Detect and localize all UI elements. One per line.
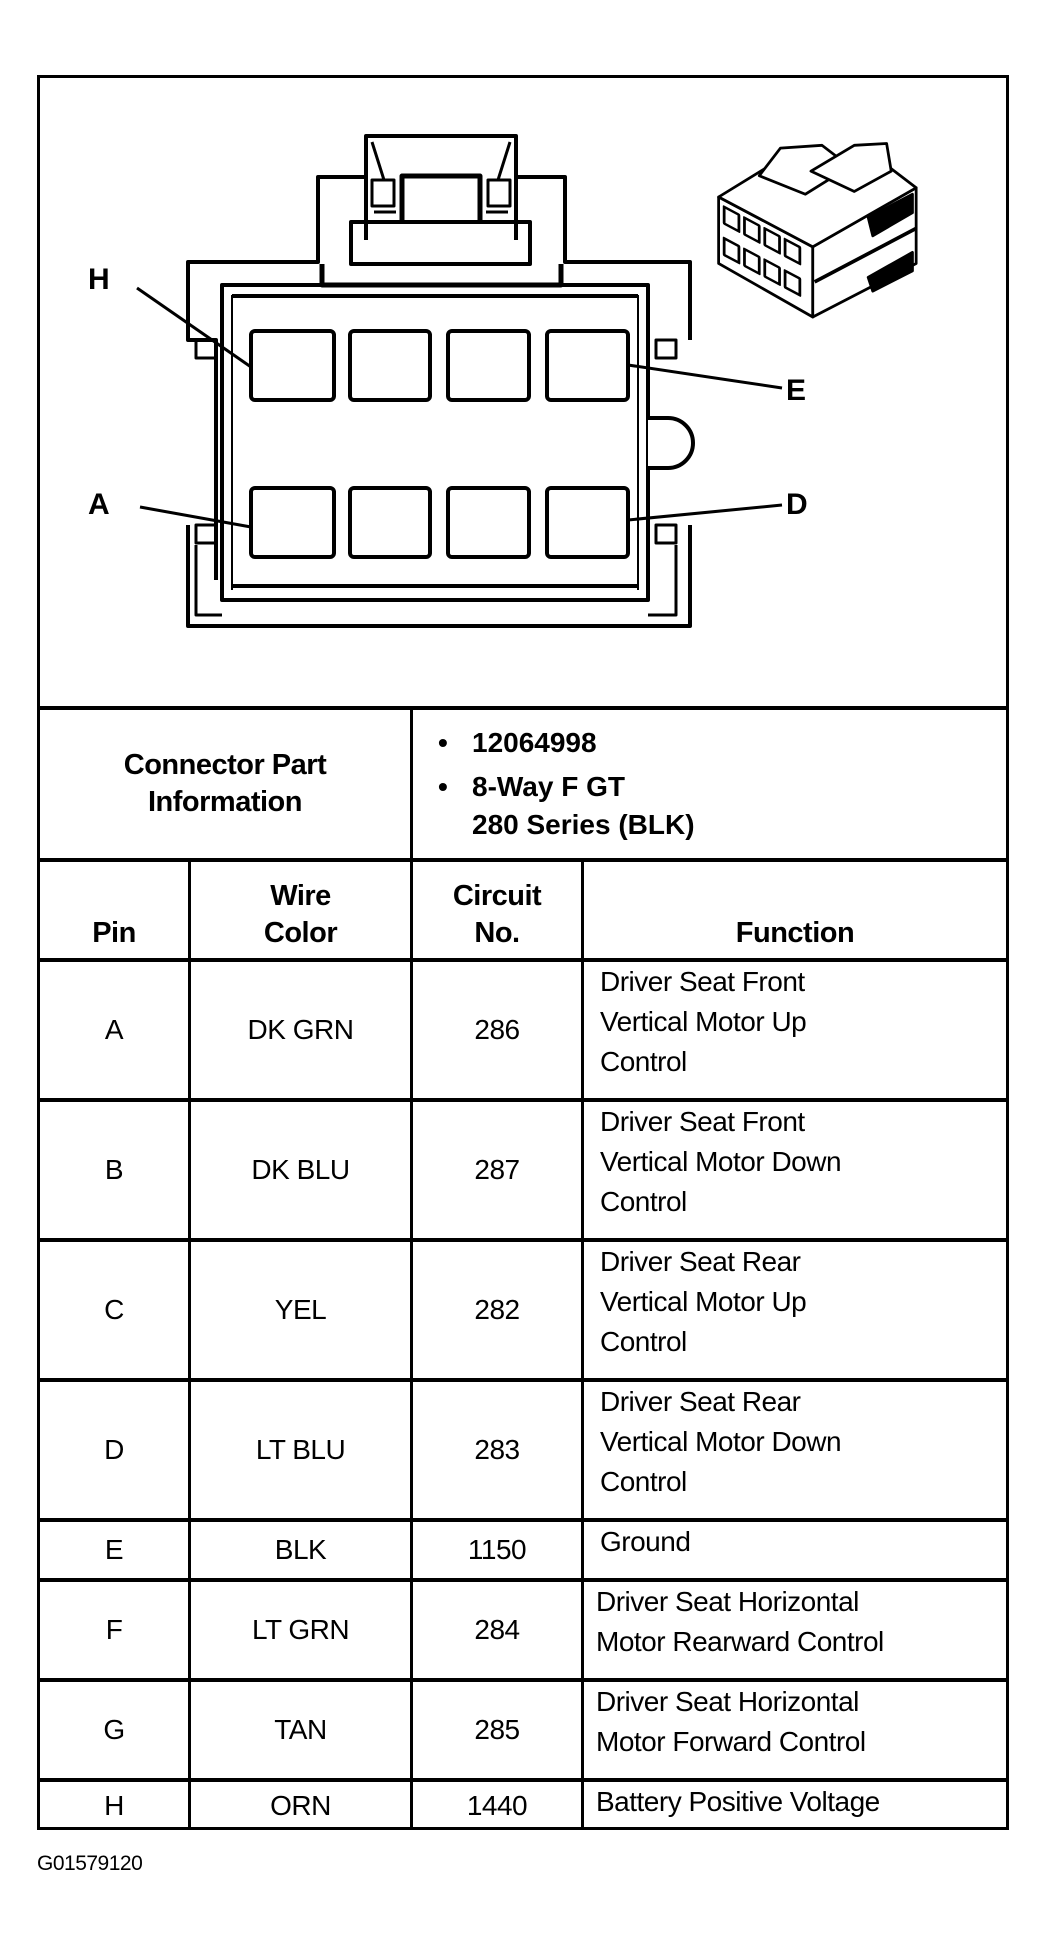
circuit-cell: 287 (474, 1154, 520, 1185)
connector-figure-frame (37, 75, 1009, 1830)
wire-color-cell: DK GRN (247, 1014, 354, 1045)
function-cell (584, 1242, 1006, 1378)
function-line: Ground (600, 1526, 691, 1557)
header-circuit-line2: No. (474, 917, 520, 949)
header-wire-color-line1: Wire (270, 880, 331, 912)
circuit-cell: 1440 (466, 1790, 528, 1821)
circuit-cell: 1150 (467, 1534, 527, 1565)
function-line: Motor Rearward Control (596, 1626, 884, 1657)
description-line1: 8-Way F GT (472, 771, 625, 802)
pin-cell: B (104, 1154, 124, 1185)
function-line: Battery Positive Voltage (596, 1786, 880, 1817)
header-wire-color-line2: Color (263, 917, 338, 949)
pin-cell: F (105, 1614, 123, 1645)
function-line: Control (600, 1326, 687, 1357)
function-line: Control (600, 1466, 687, 1497)
bullet: • (438, 727, 448, 758)
circuit-cell: 284 (474, 1614, 520, 1645)
description-item (438, 768, 695, 806)
wire-color-cell: YEL (274, 1294, 327, 1325)
pin-cell: E (104, 1534, 124, 1565)
pin-cell: A (104, 1014, 124, 1045)
wire-color-cell: LT BLU (255, 1434, 346, 1465)
header-function: Function (735, 917, 855, 949)
circuit-cell: 283 (474, 1434, 520, 1465)
circuit-cell: 282 (474, 1294, 520, 1325)
connector-part-info-label-line1: Connector Part (123, 749, 327, 781)
wire-color-cell: DK BLU (251, 1154, 350, 1185)
pin-cell: H (104, 1790, 124, 1821)
figure-id-caption: G01579120 (37, 1852, 143, 1875)
function-line: Driver Seat Front (600, 966, 805, 997)
function-line: Driver Seat Rear (600, 1386, 801, 1417)
pin-label-d: D (786, 488, 808, 521)
part-number: 12064998 (472, 727, 597, 758)
connector-part-info-values (438, 724, 695, 844)
header-wire-color (191, 862, 410, 958)
connector-part-info-label-line2: Information (148, 786, 302, 818)
function-cell (584, 1682, 1006, 1778)
wire-color-cell: TAN (274, 1714, 327, 1745)
pin-label-h: H (88, 263, 110, 296)
function-line: Vertical Motor Up (600, 1006, 807, 1037)
part-number-item (438, 724, 695, 762)
function-cell (584, 1382, 1006, 1518)
pin-cell: D (104, 1434, 124, 1465)
function-cell (584, 1522, 1006, 1578)
bullet: • (438, 771, 448, 802)
header-circuit-line1: Circuit (452, 880, 542, 912)
function-line: Control (600, 1046, 687, 1077)
header-pin: Pin (92, 917, 136, 949)
connector-part-info-label (40, 710, 410, 858)
divider (410, 710, 413, 858)
function-line: Control (600, 1186, 687, 1217)
function-cell (584, 1102, 1006, 1238)
wire-color-cell: BLK (274, 1534, 327, 1565)
function-line: Vertical Motor Down (600, 1146, 842, 1177)
function-line: Driver Seat Front (600, 1106, 805, 1137)
function-line: Driver Seat Horizontal (596, 1586, 859, 1617)
function-cell (584, 1582, 1006, 1678)
connector-isometric-icon (702, 140, 942, 350)
function-line: Driver Seat Horizontal (596, 1686, 859, 1717)
function-line: Motor Forward Control (596, 1726, 866, 1757)
function-cell (584, 962, 1006, 1098)
function-cell (584, 1782, 1006, 1830)
function-line: Vertical Motor Down (600, 1426, 842, 1457)
circuit-cell: 286 (474, 1014, 520, 1045)
pin-label-e: E (786, 374, 807, 407)
pin-cell: G (103, 1714, 125, 1745)
connector-diagram (40, 78, 1006, 706)
pin-cell: C (104, 1294, 124, 1325)
function-line: Driver Seat Rear (600, 1246, 801, 1277)
description-line2: 280 Series (BLK) (472, 809, 695, 840)
circuit-cell: 285 (474, 1714, 520, 1745)
wire-color-cell: ORN (270, 1790, 331, 1821)
pin-label-a: A (88, 488, 110, 521)
function-line: Vertical Motor Up (600, 1286, 807, 1317)
wire-color-cell: LT GRN (251, 1614, 350, 1645)
header-circuit-no (413, 862, 581, 958)
